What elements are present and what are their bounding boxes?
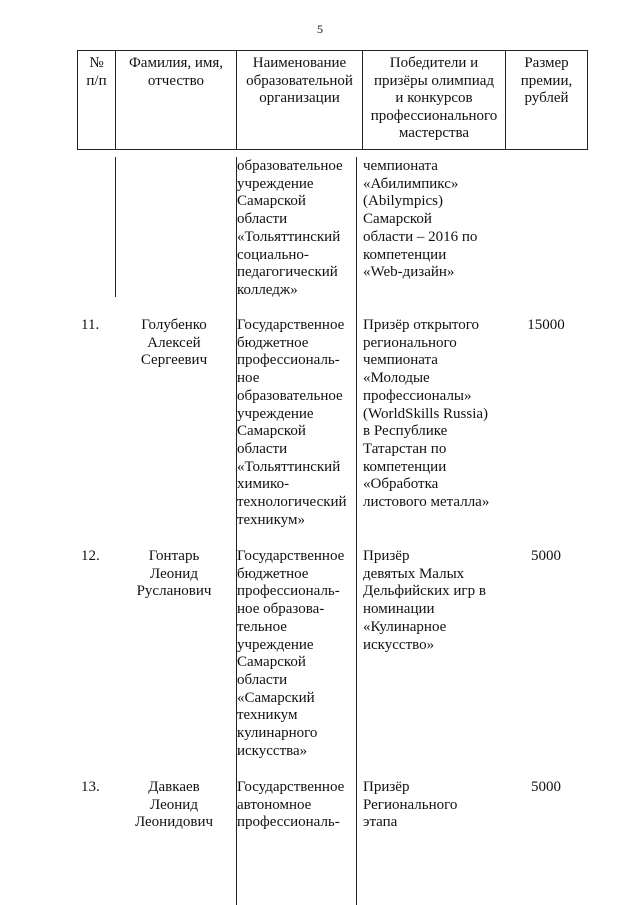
prize-amount: 5000	[531, 548, 561, 564]
table-header	[77, 50, 588, 150]
org-cell: Государственное бюджетное профессиональ- ное образовательное учреждение Самарской области «Тольяттинский химико- технологический техникум»	[237, 317, 347, 528]
row-number: 12.	[81, 548, 100, 564]
table-body	[77, 158, 587, 859]
winners-cell: Призёр Регионального этапа	[363, 779, 458, 831]
row-number: 13.	[81, 779, 100, 795]
header-org: Наименование образовательной организации	[237, 51, 363, 150]
header-prize: Размер премии, рублей	[506, 51, 588, 150]
person-name: Давкаев Леонид Леонидович	[134, 779, 214, 831]
prize-amount: 5000	[531, 779, 561, 795]
page-number: 5	[317, 22, 323, 36]
table-row-continuation	[77, 158, 587, 317]
prize-amount: 15000	[527, 317, 565, 333]
winners-cell: Призёр девятых Малых Дельфийских игр в номинации «Кулинарное искусство»	[363, 548, 486, 653]
person-name: Голубенко Алексей Сергеевич	[140, 317, 208, 369]
table-row	[77, 548, 587, 779]
org-cell: Государственное бюджетное профессиональ- ное образова- тельное учреждение Самарской области «Самарский техникум кулинарного искусства»	[237, 548, 345, 759]
table-row	[77, 779, 587, 859]
winners-cell: чемпионата «Абилимпикс» (Abilympics) Самарской области – 2016 по компетенции «Web-дизайн»	[363, 158, 478, 281]
row-number: 11.	[81, 317, 100, 333]
table-row	[77, 317, 587, 548]
header-num: № п/п	[78, 51, 116, 150]
header-name: Фамилия, имя, отчество	[116, 51, 237, 150]
org-cell: Государственное автономное профессиональ-	[237, 779, 345, 831]
person-name: Гонтарь Леонид Русланович	[136, 548, 212, 600]
winners-cell: Призёр открытого регионального чемпионата «Молодые профессионалы» (WorldSkills Russia) в Республике Татарстан по компетенции «Обработка листового металла»	[363, 317, 490, 511]
header-winners: Победители и призёры олимпиад и конкурсов профессионального мастерства	[363, 51, 506, 150]
org-cell: образовательное учреждение Самарской области «Тольяттинский социально- педагогический колледж»	[237, 158, 343, 298]
